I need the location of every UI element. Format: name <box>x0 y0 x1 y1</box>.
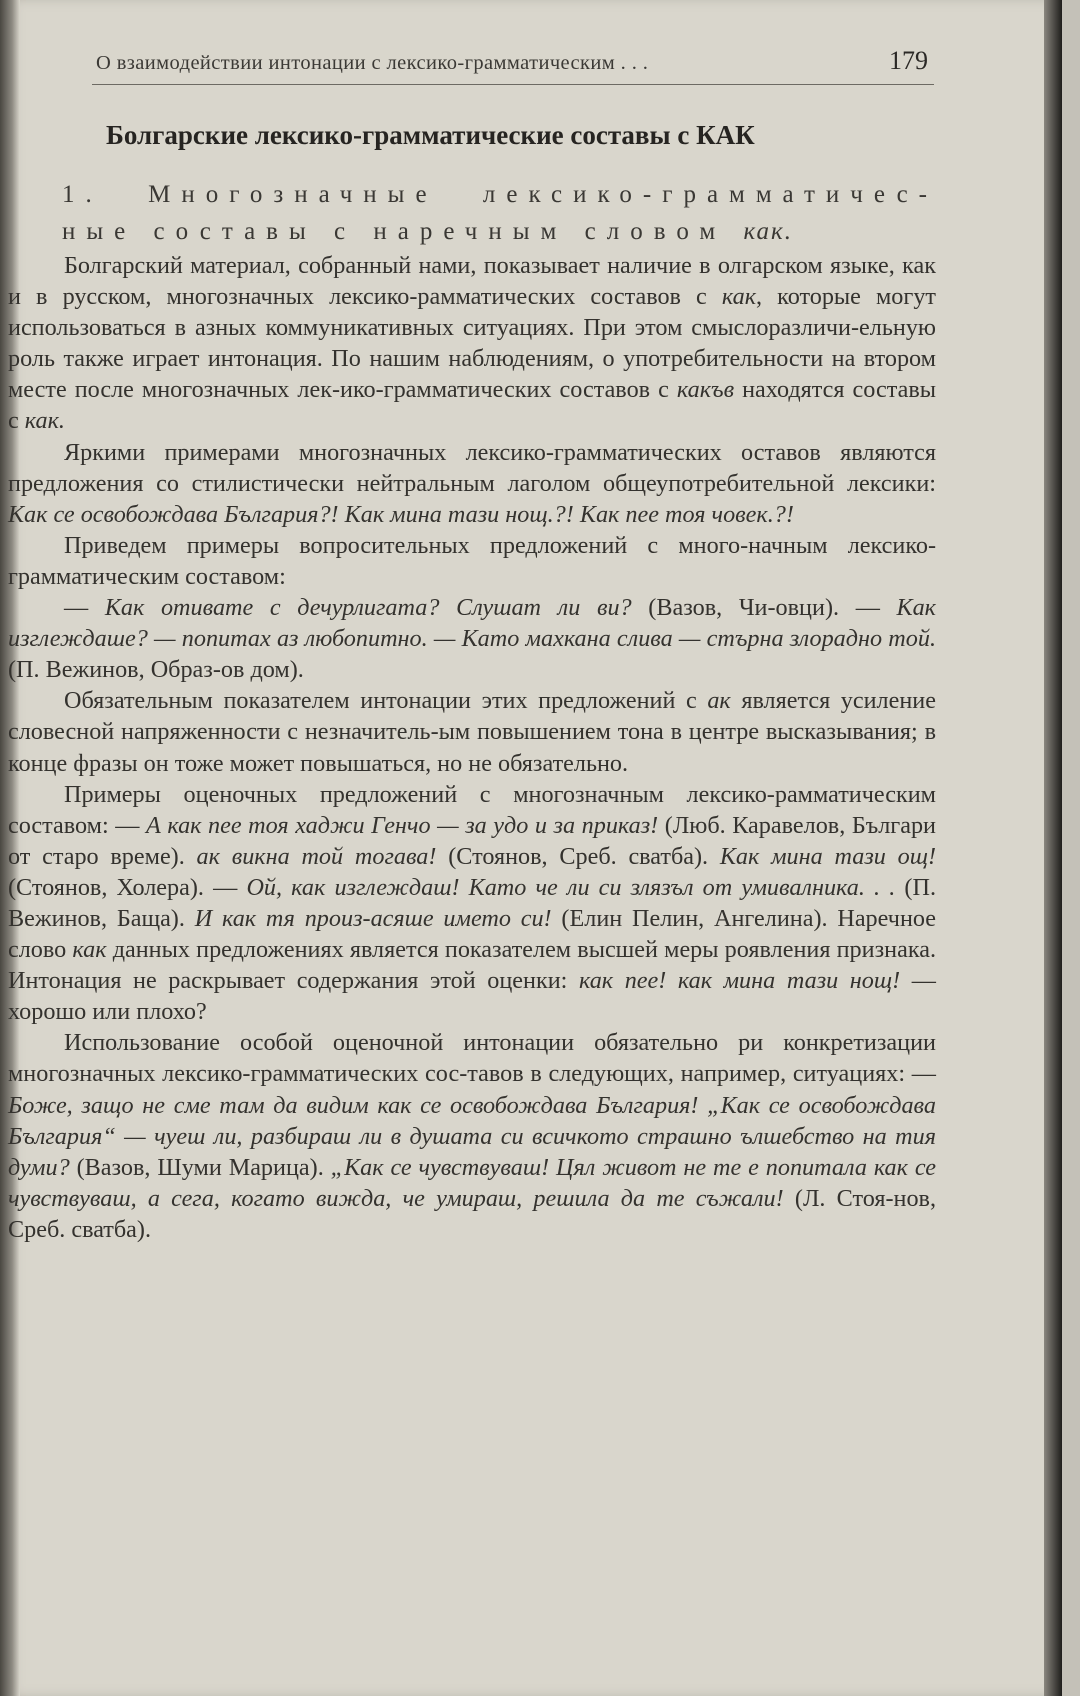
italic-text: Как се освобождава България?! Как мина тази нощ.?! Как пее тоя човек.?! <box>8 500 794 528</box>
text-run: Обязательным показателем интонации этих предложений с <box>64 687 708 715</box>
paragraph <box>8 250 936 437</box>
paragraph <box>8 1027 936 1245</box>
italic-text: какъв <box>676 376 735 404</box>
italic-text: И как тя произ-асяше името си! <box>194 904 552 932</box>
italic-text: Боже, защо не сме там да видим как се освобождава България! „Как се освобождава България“ — чуеш ли, разбираш ли в душата си всичкото страшно ълшебство на тия думи? <box>8 1091 936 1181</box>
italic-text: „Как се чувствуваш! Цял живот не те е попитала как се чувствуваш, а сега, когато вижда, че умираш, решила да те съжали! <box>8 1153 936 1212</box>
text-run: данных предложениях является показателем высшей меры роявления признака. Интонация не раскрывает содержания этой оценки: <box>8 936 936 995</box>
text-run: — хорошо или плохо? <box>8 967 936 1026</box>
italic-text: Ой, как изглеждаш! Като че ли си злязъл от умивалника. . . <box>246 873 896 901</box>
subsection-heading <box>62 176 938 250</box>
body-text <box>8 250 936 1245</box>
text-run: Болгарский материал, собранный нами, показывает наличие в олгарском языке, как и в русском, многозначных лексико-рамматических составов с <box>8 252 936 311</box>
paragraph <box>8 437 936 530</box>
subsection-number: 1. <box>62 181 103 208</box>
text-run: , которые могут использоваться в азных коммуникативных ситуациях. При этом смыслоразличи-ельную роль также играет интонация. По нашим наблюдениям, о употребительности на втором месте после многозначных лек-ико-грамматических составов с <box>8 283 936 404</box>
italic-text: как. <box>24 407 65 435</box>
text-run: — <box>64 594 105 622</box>
text-run: (Вазов, Чи-овци). — <box>631 594 897 622</box>
text-run: (Стоянов, Холера). — <box>8 873 247 901</box>
italic-text: Как мина тази ощ! <box>719 842 937 870</box>
text-run: Использование особой оценочной интонации обязательно ри конкретизации многозначных лексико-грамматических сос-тавов в следующих, например, ситуациях: — <box>8 1029 936 1088</box>
text-run: (Люб. Каравелов, Българи от старо време). <box>8 811 936 870</box>
italic-text: Как отивате с дечурлигата? Слушат ли ви? <box>104 594 632 622</box>
text-run: Приведем примеры вопросительных предложений с много-начным лексико-грамматическим составом: <box>8 531 936 590</box>
italic-text: ак викна той тогава! <box>196 842 437 870</box>
running-title: О взаимодействии интонации с лексико-грамматическим . . . <box>96 52 649 74</box>
text-run: (П. Вежинов, Баща). <box>8 873 936 932</box>
text-run: (Елин Пелин, Ангелина). Наречное слово <box>8 904 937 964</box>
text-run: (П. Вежинов, Образ-ов дом). <box>8 656 304 684</box>
text-run: (Вазов, Шуми Марица). <box>69 1153 331 1181</box>
italic-text: как пее! как мина тази нощ! <box>579 967 901 995</box>
italic-text: как <box>72 936 107 964</box>
page-header <box>92 44 934 85</box>
text-run: (Стоянов, Среб. сватба). <box>436 842 720 870</box>
subsection-title: Многозначные лексико-грамматичес-ные составы с наречным словом <box>62 181 938 245</box>
paragraph <box>8 779 936 1028</box>
paragraph <box>8 685 936 778</box>
text-run: (Л. Стоя-нов, Среб. сватба). <box>8 1184 937 1243</box>
italic-text: А как пее тоя хаджи Генчо — за удо и за приказ! <box>146 811 659 839</box>
paragraph <box>8 530 936 592</box>
paragraph <box>8 592 936 685</box>
text-run: является усиление словесной напряженности с незначитель-ым повышением тона в центре высказывания; в конце фразы он тоже может повышаться, но не обязательно. <box>8 687 936 777</box>
section-title: Болгарские лексико-грамматические составы с КАК <box>106 120 755 150</box>
italic-text: ак <box>707 687 731 715</box>
italic-text: как <box>721 283 757 311</box>
subsection-keyword: как. <box>743 218 793 245</box>
page-number: 179 <box>889 46 928 75</box>
italic-text: Как изглеждаше? — попитах аз любопитно. — Като махкана слива — стърна злорадно той. <box>8 594 937 653</box>
page-edge-shadow <box>1044 0 1062 1696</box>
text-run: Примеры оценочных предложений с многозначным лексико-рамматическим составом: — <box>8 780 936 839</box>
text-run: находятся составы с <box>8 376 936 435</box>
text-run: Яркими примерами многозначных лексико-грамматических оставов являются предложения со стилистически нейтральным лаголом общеупотребительной лексики: <box>8 438 936 497</box>
